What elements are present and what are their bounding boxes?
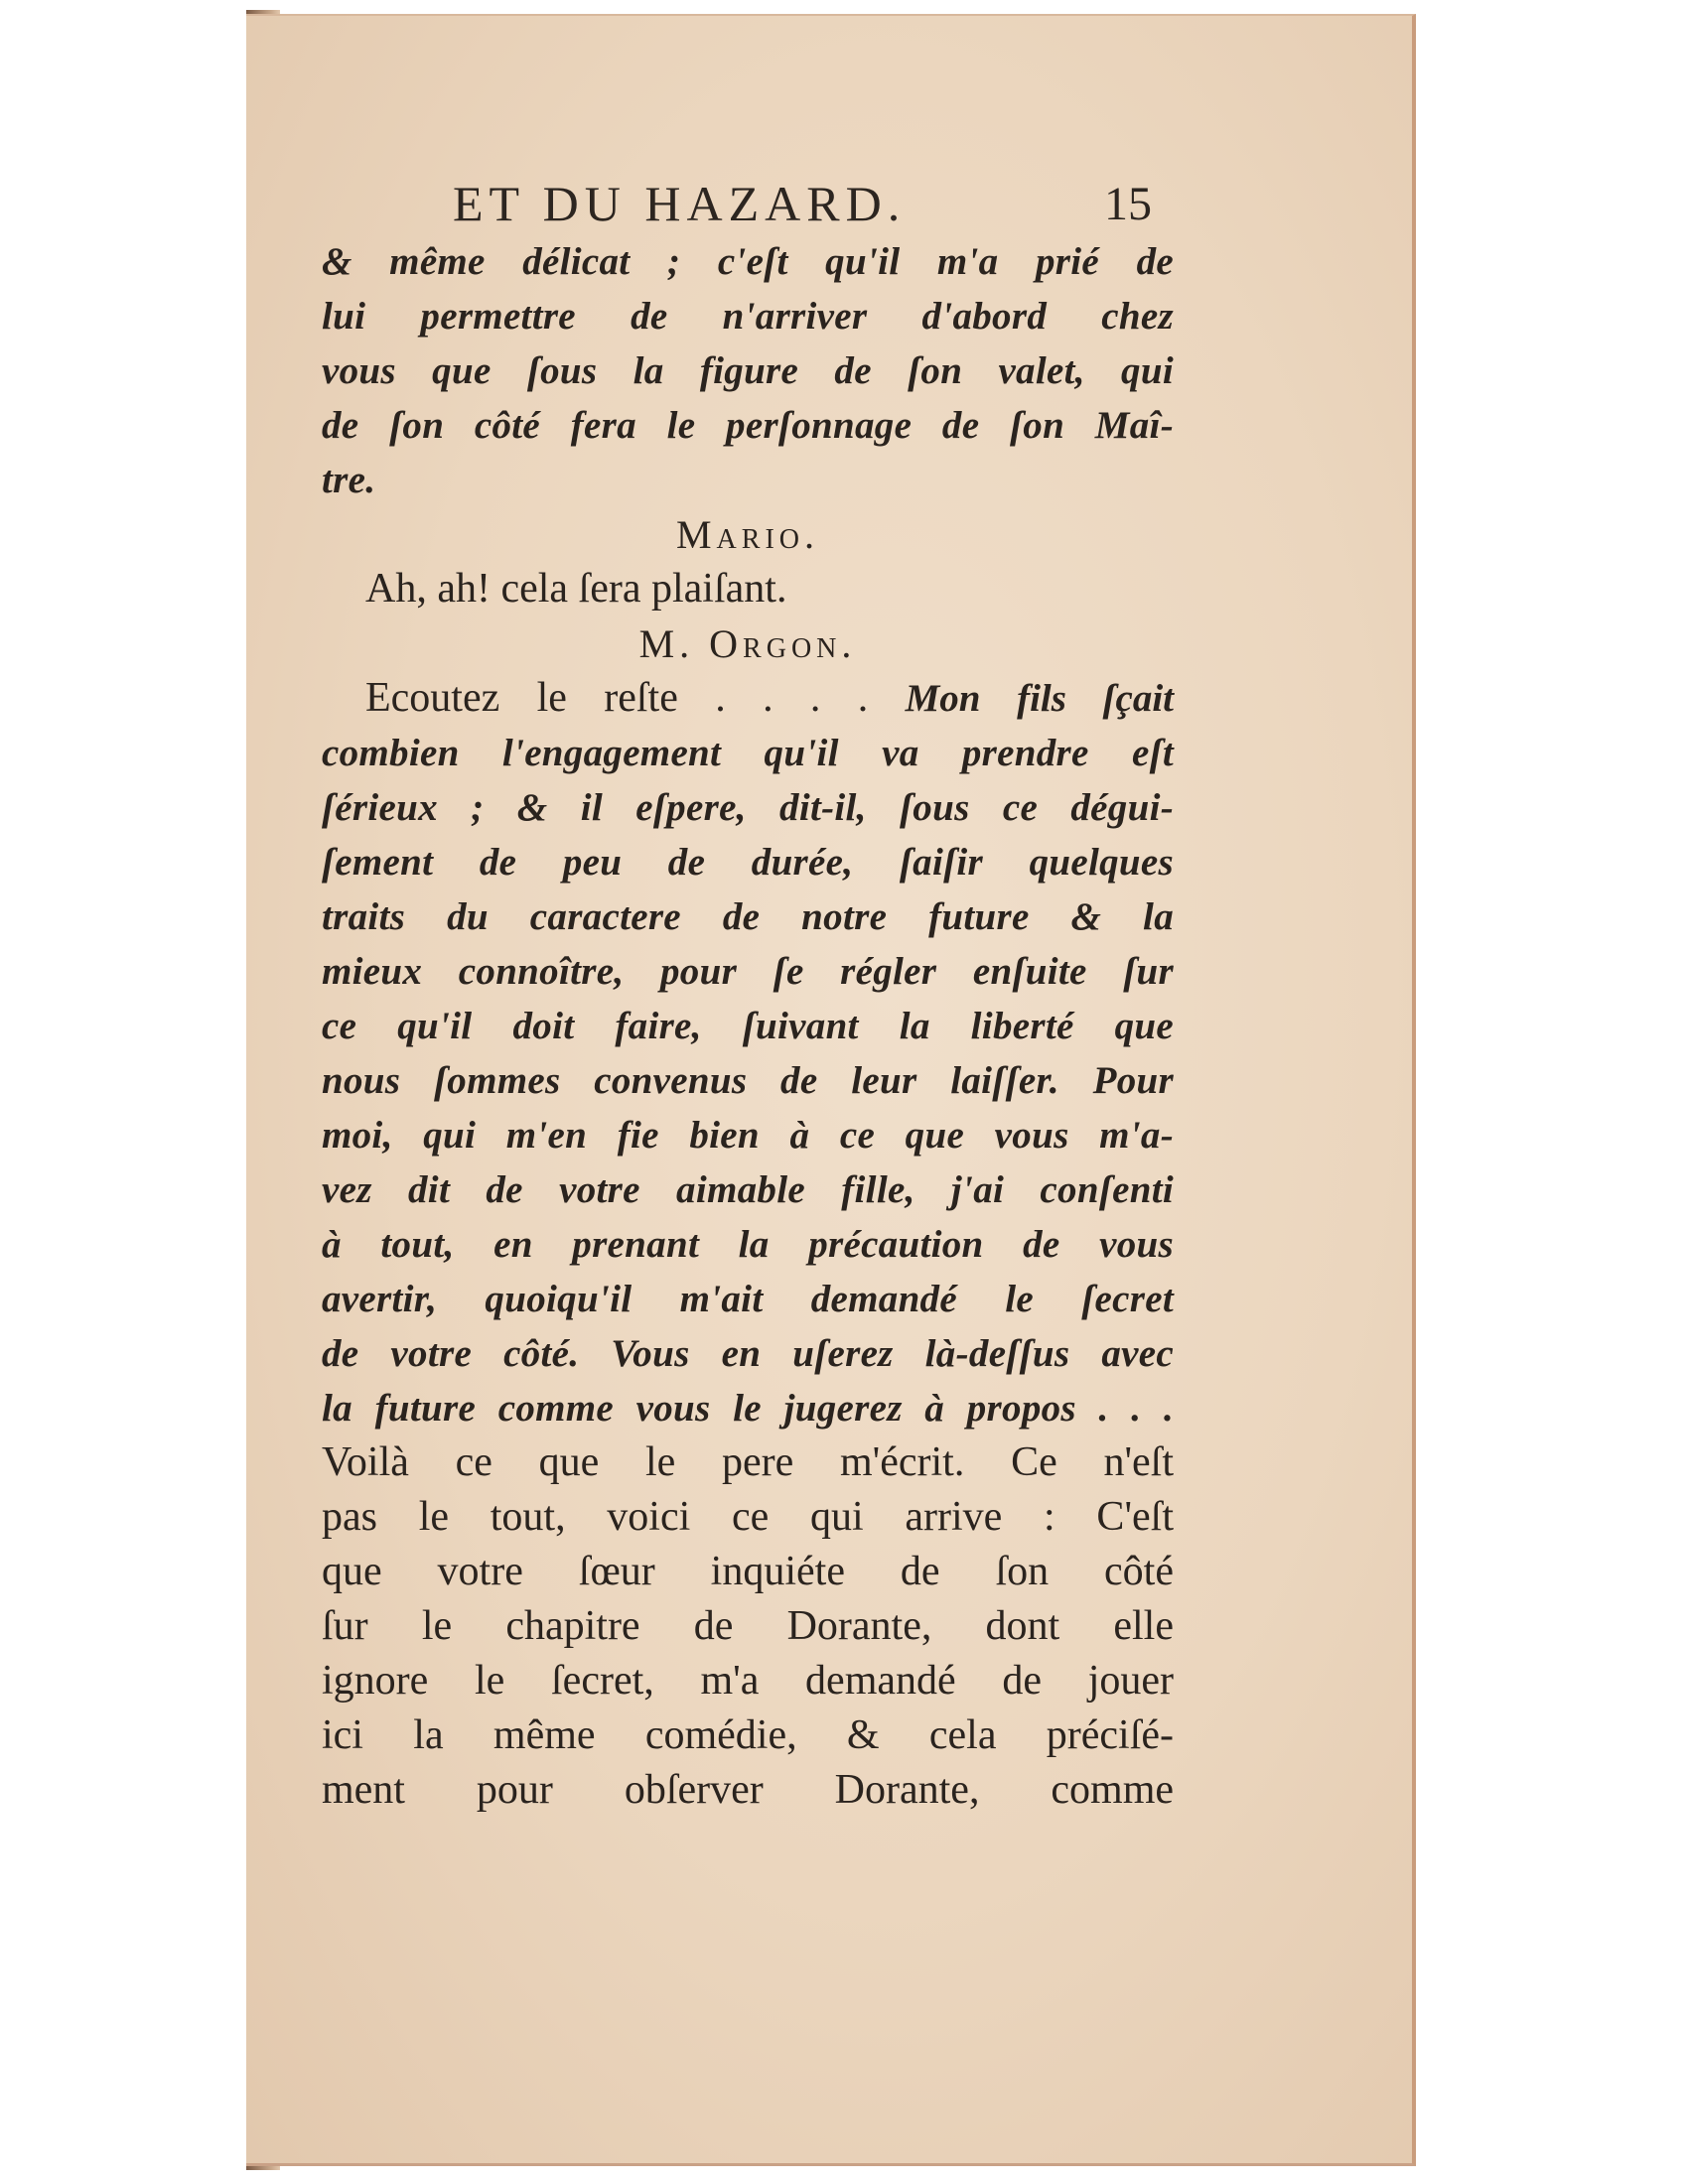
text-line (322, 999, 1174, 1053)
text-line (322, 780, 1174, 835)
text-line (322, 1435, 1174, 1490)
line-text: traits du caractere de notre future & la (322, 895, 1174, 938)
line-text: nous ſommes convenus de leur laiſſer. Pour (322, 1059, 1174, 1102)
line-text: moi, qui m'en fie bien à ce que vous m'a- (322, 1114, 1174, 1157)
text-line (322, 1654, 1174, 1708)
line-text-italic: Mon fils ſçait (905, 677, 1174, 720)
text-line (322, 1381, 1174, 1435)
text-line (322, 1162, 1174, 1217)
text-line (322, 1326, 1174, 1381)
line-text: vous que ſous la figure de ſon valet, qui (322, 349, 1174, 392)
text-line (322, 1545, 1174, 1599)
line-text: ignore le ſecret, m'a demandé de jouer (322, 1658, 1174, 1704)
line-text: à tout, en prenant la précaution de vous (322, 1223, 1174, 1266)
text-line (322, 1108, 1174, 1162)
text-line (322, 1763, 1174, 1818)
line-text: ici la même comédie, & cela préciſé- (322, 1712, 1174, 1758)
line-text: de votre côté. Vous en uſerez là-deſſus avec (322, 1332, 1174, 1375)
speaker-heading (322, 507, 1174, 562)
line-text: tre. (322, 459, 376, 501)
line-text: & même délicat ; c'eſt qu'il m'a prié de (322, 240, 1174, 283)
page-header (453, 175, 1168, 234)
text-line (322, 1217, 1174, 1272)
text-line (322, 835, 1174, 889)
text-line (322, 343, 1174, 398)
speaker-heading (322, 616, 1174, 671)
line-text: avertir, quoiqu'il m'ait demandé le ſecret (322, 1278, 1174, 1320)
line-text: ment pour obſerver Dorante, comme (322, 1767, 1174, 1813)
running-title: ET DU HAZARD. (453, 176, 907, 231)
line-text: ce qu'il doit faire, ſuivant la liberté que (322, 1005, 1174, 1047)
text-line (322, 453, 1174, 507)
text-line (322, 562, 1174, 616)
line-text: de ſon côté fera le perſonnage de ſon Maî- (322, 404, 1174, 447)
line-text: que votre ſœur inquiéte de ſon côté (322, 1549, 1174, 1594)
line-text: combien l'engagement qu'il va prendre eſt (322, 732, 1174, 774)
page-number: 15 (1104, 178, 1152, 230)
line-text: Ah, ah! cela ſera plaiſant. (365, 566, 787, 612)
text-line (322, 289, 1174, 343)
line-text: vez dit de votre aimable fille, j'ai conſenti (322, 1168, 1174, 1211)
text-line (322, 726, 1174, 780)
line-text: M. Orgon. (638, 621, 857, 666)
line-text: ſérieux ; & il eſpere, dit-il, ſous ce dégui- (322, 786, 1174, 829)
line-text: ſur le chapitre de Dorante, dont elle (322, 1603, 1174, 1649)
text-line (322, 944, 1174, 999)
text-line (322, 1599, 1174, 1654)
text-line (322, 398, 1174, 453)
line-text: lui permettre de n'arriver d'abord chez (322, 295, 1174, 338)
line-text: ſement de peu de durée, ſaiſir quelques (322, 841, 1174, 884)
text-line (322, 1053, 1174, 1108)
text-line (322, 234, 1174, 289)
text-line (322, 889, 1174, 944)
line-text: Ecoutez le reſte . . . . (365, 675, 906, 721)
page-body-text (322, 234, 1174, 1818)
line-text: pas le tout, voici ce qui arrive : C'eſt (322, 1494, 1174, 1540)
text-line (322, 1708, 1174, 1763)
text-line (322, 671, 1174, 726)
text-line (322, 1490, 1174, 1545)
line-text: mieux connoître, pour ſe régler enſuite ſur (322, 950, 1174, 993)
text-line (322, 1272, 1174, 1326)
line-text: Voilà ce que le pere m'écrit. Ce n'eſt (322, 1439, 1174, 1485)
line-text: Mario. (675, 512, 819, 557)
line-text: la future comme vous le jugerez à propos . . . (322, 1387, 1174, 1430)
